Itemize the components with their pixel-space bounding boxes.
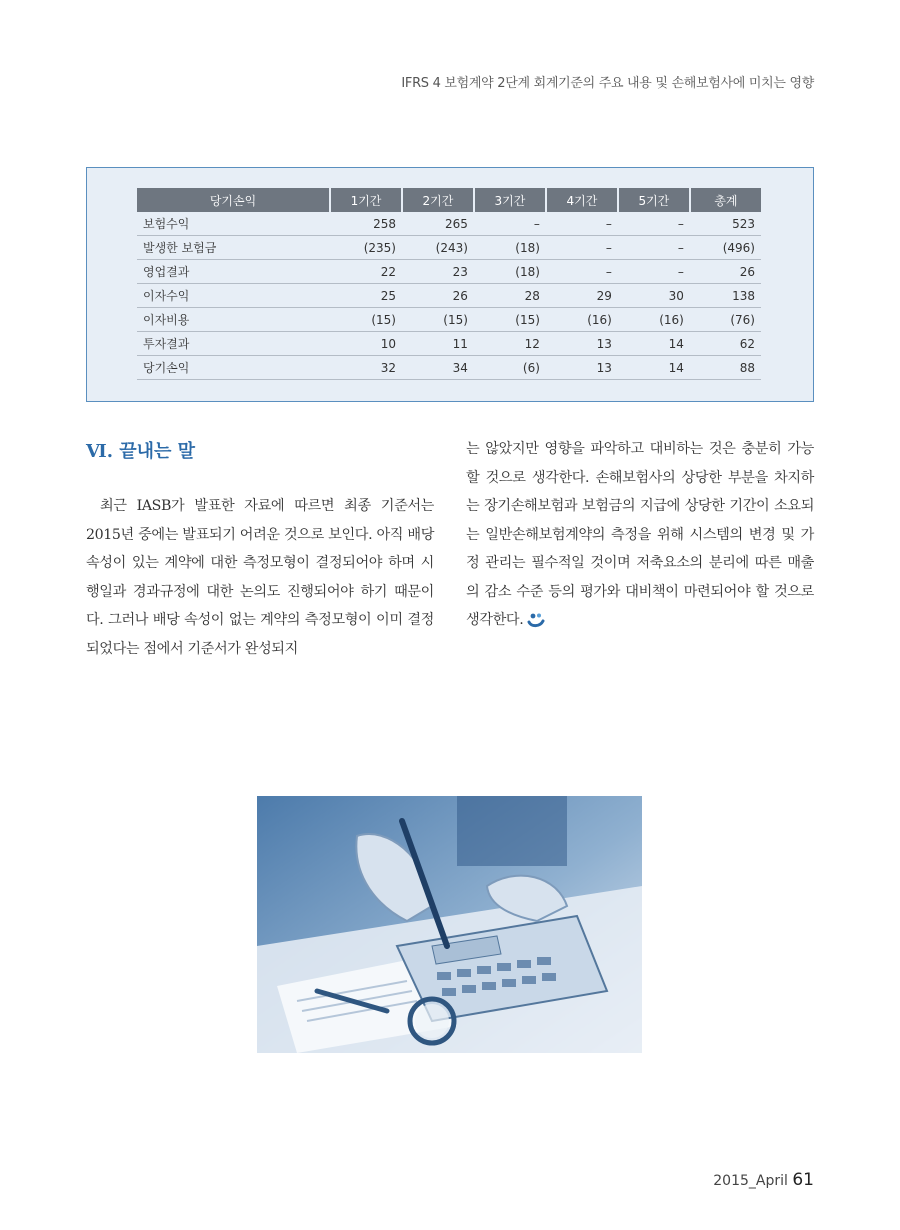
section-title: Ⅵ. 끝내는 말 (86, 441, 196, 462)
table-cell: 30 (618, 284, 690, 308)
row-label: 발생한 보험금 (137, 236, 330, 260)
table-cell: 28 (474, 284, 546, 308)
table-cell: 88 (690, 356, 761, 380)
table-cell: (243) (402, 236, 474, 260)
table-cell: (235) (330, 236, 402, 260)
table-row (137, 356, 761, 380)
row-label: 투자결과 (137, 332, 330, 356)
table-cell: 34 (402, 356, 474, 380)
table-cell: (15) (330, 308, 402, 332)
table-cell: – (618, 236, 690, 260)
table-header-row (137, 188, 761, 212)
table-header-cell: 4기간 (546, 188, 618, 212)
table-cell: (6) (474, 356, 546, 380)
row-label: 당기손익 (137, 356, 330, 380)
table-header-cell: 3기간 (474, 188, 546, 212)
table-cell: (76) (690, 308, 761, 332)
table-row (137, 260, 761, 284)
table-cell: – (546, 260, 618, 284)
table-cell: (15) (474, 308, 546, 332)
calculator-photo (257, 796, 642, 1053)
table-row (137, 236, 761, 260)
running-header: IFRS 4 보험계약 2단계 회계기준의 주요 내용 및 손해보험사에 미치는 영향 (401, 76, 814, 91)
table-cell: – (618, 260, 690, 284)
table-cell: (16) (546, 308, 618, 332)
table-row (137, 212, 761, 236)
profit-loss-table-box (86, 167, 814, 402)
table-cell: 11 (402, 332, 474, 356)
table-cell: 265 (402, 212, 474, 236)
row-label: 보험수익 (137, 212, 330, 236)
table-row (137, 308, 761, 332)
table-cell: 14 (618, 356, 690, 380)
table-cell: 29 (546, 284, 618, 308)
table-cell: (18) (474, 260, 546, 284)
table-header-cell: 5기간 (618, 188, 690, 212)
body-paragraph-right (466, 435, 814, 635)
table-cell: (18) (474, 236, 546, 260)
table-header-cell: 총계 (690, 188, 761, 212)
table-cell: 26 (690, 260, 761, 284)
page-footer (713, 1170, 814, 1190)
table-cell: – (546, 236, 618, 260)
table-cell: 62 (690, 332, 761, 356)
table-cell: – (474, 212, 546, 236)
table-cell: 12 (474, 332, 546, 356)
table-cell: 14 (618, 332, 690, 356)
table-cell: 10 (330, 332, 402, 356)
table-cell: (15) (402, 308, 474, 332)
table-cell: (16) (618, 308, 690, 332)
row-label: 이자수익 (137, 284, 330, 308)
table-cell: 25 (330, 284, 402, 308)
body-paragraph-left: 최근 IASB가 발표한 자료에 따르면 최종 기준서는 2015년 중에는 발표되기 어려운 것으로 보인다. 아직 배당 속성이 있는 계약에 대한 측정모형이 결정되어야 하며 시행일과 경과규정에 대한 논의도 진행되어야 하기 때문이다. 그러나 배당 속성이 없는 계약의 측정모형이 이미 결정되었다는 점에서 기준서가 완성되지 (86, 498, 434, 657)
table-cell: 523 (690, 212, 761, 236)
table-cell: – (546, 212, 618, 236)
issue-label: 2015_April (713, 1173, 788, 1189)
table-cell: 26 (402, 284, 474, 308)
table-header-cell: 당기손익 (137, 188, 330, 212)
table-header-cell: 2기간 (402, 188, 474, 212)
table-cell: – (618, 212, 690, 236)
body-paragraph-right-text: 는 않았지만 영향을 파악하고 대비하는 것은 충분히 가능할 것으로 생각한다. 손해보험사의 상당한 부분을 차지하는 장기손해보험과 보험금의 지급에 상당한 기간이 소요되는 일반손해보험계약의 측정을 위해 시스템의 변경 및 가정 관리는 필수적일 것이며 저축요소의 분리에 따른 매출의 감소 수준 등의 평가와 대비책이 마련되어야 할 것으로 생각한다. (466, 441, 814, 628)
profit-loss-table (137, 188, 761, 380)
end-mark-icon (527, 612, 545, 628)
table-cell: 23 (402, 260, 474, 284)
table-cell: (496) (690, 236, 761, 260)
page-number: 61 (792, 1170, 814, 1190)
table-cell: 13 (546, 356, 618, 380)
row-label: 영업결과 (137, 260, 330, 284)
table-cell: 138 (690, 284, 761, 308)
table-cell: 32 (330, 356, 402, 380)
table-header-cell: 1기간 (330, 188, 402, 212)
table-row (137, 284, 761, 308)
table-cell: 258 (330, 212, 402, 236)
row-label: 이자비용 (137, 308, 330, 332)
table-row (137, 332, 761, 356)
table-cell: 22 (330, 260, 402, 284)
table-cell: 13 (546, 332, 618, 356)
